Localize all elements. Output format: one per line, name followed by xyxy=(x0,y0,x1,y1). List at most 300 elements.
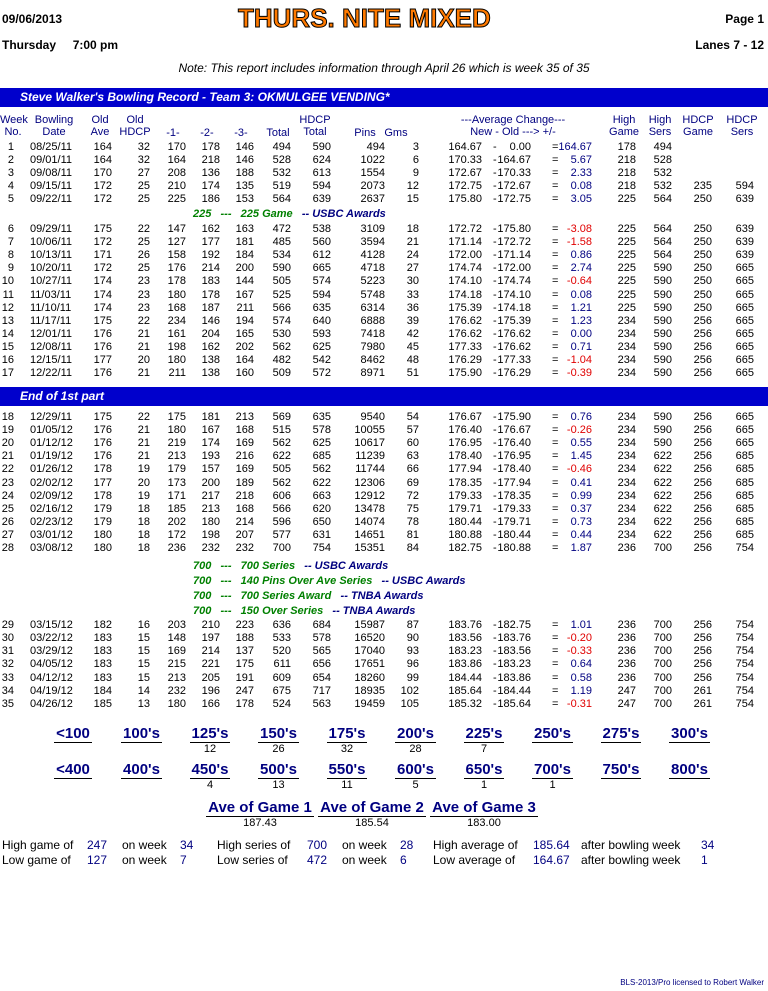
table-cell: 665 xyxy=(735,354,754,366)
table-row xyxy=(0,658,768,671)
table-cell: 176 xyxy=(167,262,186,275)
table-cell: 170 xyxy=(167,141,186,153)
game-count-box xyxy=(451,725,517,755)
table-cell: 19 xyxy=(137,463,150,476)
table-cell: 4718 xyxy=(360,262,385,275)
table-cell: 590 xyxy=(272,262,291,275)
table-cell: 180 xyxy=(201,515,220,528)
table-cell: 2 xyxy=(7,154,14,166)
table-cell: 0.99 xyxy=(570,489,592,502)
table-cell: 168 xyxy=(235,502,254,515)
league-day xyxy=(2,38,118,52)
table-row xyxy=(0,619,768,632)
table-cell: 574 xyxy=(312,275,331,288)
high-game-value: 247 xyxy=(87,838,108,852)
table-row xyxy=(0,367,768,380)
table-cell: 25 xyxy=(137,193,150,205)
table-cell: 175.90 xyxy=(448,367,482,380)
hs-week-label: on week xyxy=(342,838,387,852)
series-count-box-count xyxy=(40,779,106,791)
table-cell: 188 xyxy=(235,167,254,179)
table-cell: 78 xyxy=(406,515,419,528)
col-header-oldave: Old Ave xyxy=(90,114,110,138)
table-cell: 14651 xyxy=(354,528,385,541)
table-cell: 225 xyxy=(617,223,636,235)
table-cell: 164 xyxy=(235,354,254,366)
table-cell: 17651 xyxy=(354,658,385,671)
avg-equals: = xyxy=(552,249,559,262)
table-cell: 180 xyxy=(93,542,112,554)
avg-equals: = xyxy=(552,632,559,645)
table-cell: -1.04 xyxy=(566,354,592,366)
avg-equals: = xyxy=(552,223,559,235)
table-cell: 572 xyxy=(312,367,331,380)
table-cell: 636 xyxy=(272,619,291,631)
table-cell: 0.08 xyxy=(570,180,592,192)
low-series-label: Low series of xyxy=(217,853,288,867)
table-cell: 612 xyxy=(312,249,331,262)
table-cell: 164 xyxy=(167,154,186,166)
table-cell: 176.95 xyxy=(448,437,482,450)
table-cell: 625 xyxy=(312,340,331,353)
table-cell: 153 xyxy=(235,193,254,205)
table-cell: 25 xyxy=(137,236,150,249)
table-cell: 25 xyxy=(137,262,150,275)
table-cell: 214 xyxy=(201,645,220,658)
table-cell: 179.71 xyxy=(497,515,531,528)
table-cell: 654 xyxy=(312,671,331,684)
table-cell: 622 xyxy=(653,502,672,515)
table-cell: 177.33 xyxy=(448,340,482,353)
high-game-label: High game of xyxy=(2,838,74,852)
series-count-box xyxy=(177,761,243,791)
table-cell: 250 xyxy=(693,275,712,288)
table-cell: 250 xyxy=(693,301,712,314)
table-cell: 665 xyxy=(735,411,754,423)
table-cell: 8 xyxy=(7,249,14,262)
avg-dash: - xyxy=(493,411,497,423)
table-cell: 218 xyxy=(201,154,220,166)
game-count-box-count xyxy=(109,743,175,755)
table-cell: 11744 xyxy=(355,463,385,476)
table-cell: 197 xyxy=(201,632,220,645)
table-cell: 665 xyxy=(735,262,754,275)
table-cell: 10 xyxy=(1,275,14,288)
table-cell: 542 xyxy=(312,354,331,366)
table-row xyxy=(0,424,768,437)
table-cell: 256 xyxy=(693,354,712,366)
table-cell: 754 xyxy=(735,697,754,710)
game-count-box xyxy=(657,725,723,755)
table-cell: 214 xyxy=(201,262,220,275)
avg-dash: - xyxy=(493,154,497,166)
table-cell: 176.62 xyxy=(497,327,531,340)
table-cell: 174.10 xyxy=(448,275,482,288)
table-cell: 19 xyxy=(1,424,14,437)
table-cell: 631 xyxy=(312,528,331,541)
table-cell: 210 xyxy=(167,180,186,192)
league-logo: THURS. NITE MIXED xyxy=(238,3,491,33)
avg-equals: = xyxy=(552,645,559,658)
table-row xyxy=(0,411,768,424)
table-cell: 27 xyxy=(1,528,14,541)
game-count-box-count xyxy=(588,743,654,755)
table-cell: 19459 xyxy=(354,697,385,710)
table-cell: 7 xyxy=(7,236,14,249)
table-cell: 562 xyxy=(272,340,291,353)
table-cell: 20 xyxy=(137,476,150,489)
table-cell: 590 xyxy=(653,288,672,301)
table-cell: 169 xyxy=(167,645,186,658)
table-cell: 175.80 xyxy=(448,193,482,205)
avg-equals: = xyxy=(552,697,559,710)
table-cell: 622 xyxy=(653,515,672,528)
table-cell: 256 xyxy=(693,645,712,658)
end-part-label: End of 1st part xyxy=(20,389,105,403)
series-count-box-label: 450's xyxy=(191,761,229,778)
table-cell: 236 xyxy=(617,658,636,671)
table-cell: 530 xyxy=(272,327,291,340)
table-cell: 515 xyxy=(272,424,291,437)
table-cell: 42 xyxy=(406,327,419,340)
table-cell: 472 xyxy=(272,223,291,235)
award-desc: -- USBC Awards xyxy=(292,208,386,220)
avg-dash: - xyxy=(493,450,497,463)
table-cell: 183.56 xyxy=(497,645,531,658)
series-count-box-count: 5 xyxy=(412,779,419,791)
high-average-label: High average of xyxy=(433,838,518,852)
table-cell: 236 xyxy=(617,645,636,658)
table-cell: 138 xyxy=(201,367,220,380)
table-row xyxy=(0,180,768,193)
table-cell: 04/19/12 xyxy=(30,684,73,697)
table-cell: 225 xyxy=(617,249,636,262)
table-cell: 10055 xyxy=(354,424,385,437)
series-count-box xyxy=(451,761,517,791)
table-cell: 10/27/11 xyxy=(30,275,73,288)
table-cell: 87 xyxy=(406,619,419,631)
table-cell: 635 xyxy=(312,411,331,423)
table-cell: 6 xyxy=(412,154,419,166)
table-cell: 183.23 xyxy=(448,645,482,658)
series-count-box xyxy=(314,761,380,791)
avg-equals: = xyxy=(552,167,559,179)
table-cell: 213 xyxy=(201,502,220,515)
table-cell: 225 xyxy=(617,262,636,275)
table-cell: 99 xyxy=(406,671,419,684)
table-cell: 256 xyxy=(693,314,712,327)
col-header-week: Week No. xyxy=(0,114,28,138)
table-cell: 23 xyxy=(1,476,14,489)
table-cell: 256 xyxy=(693,367,712,380)
table-row xyxy=(0,529,768,542)
table-cell: 175 xyxy=(93,223,112,235)
table-cell: 172 xyxy=(93,262,112,275)
table-cell: 04/26/12 xyxy=(30,697,73,710)
table-cell: 21 xyxy=(137,437,150,450)
game-average-label: Ave of Game 2 xyxy=(320,799,424,816)
table-cell: 175 xyxy=(93,411,112,423)
table-cell: 188 xyxy=(235,632,254,645)
table-cell: 174 xyxy=(201,180,220,192)
table-cell: 176.67 xyxy=(448,411,482,423)
avg-equals: = xyxy=(552,411,559,423)
table-cell: 51 xyxy=(406,367,419,380)
table-cell: 1022 xyxy=(360,154,385,166)
table-cell: 198 xyxy=(201,528,220,541)
table-cell: 30 xyxy=(1,632,14,645)
avg-equals: = xyxy=(552,275,559,288)
table-cell: 1.01 xyxy=(570,619,592,631)
table-cell: 18 xyxy=(137,502,150,515)
table-cell: 34 xyxy=(1,684,14,697)
game-count-box-count: 7 xyxy=(480,743,488,755)
table-cell: 635 xyxy=(312,301,331,314)
avg-equals: = xyxy=(552,528,559,541)
table-cell: 225 xyxy=(617,288,636,301)
table-cell: 23 xyxy=(137,275,150,288)
table-cell: 20 xyxy=(137,354,150,366)
table-row xyxy=(0,341,768,354)
table-cell: -0.64 xyxy=(566,275,592,288)
avg-dash: - xyxy=(493,301,497,314)
table-cell: 180.88 xyxy=(497,542,531,554)
series-count-box xyxy=(657,761,723,791)
table-cell: 57 xyxy=(406,424,419,437)
table-cell: 127 xyxy=(167,236,186,249)
page-number: Page 1 xyxy=(725,12,764,26)
table-cell: 590 xyxy=(653,424,672,437)
table-cell: 234 xyxy=(617,476,636,489)
table-cell: 18 xyxy=(406,223,419,235)
table-cell: 700 xyxy=(653,697,672,710)
la-after-label: after bowling week xyxy=(581,853,681,867)
table-cell: 700 xyxy=(653,619,672,631)
table-cell: 261 xyxy=(693,697,712,710)
table-cell: 7418 xyxy=(360,327,385,340)
table-cell: 12912 xyxy=(354,489,385,502)
ls-week-value: 6 xyxy=(400,853,407,867)
table-cell: 24 xyxy=(1,489,14,502)
table-cell: 21 xyxy=(137,340,150,353)
table-cell: 26 xyxy=(137,249,150,262)
table-cell: 247 xyxy=(617,697,636,710)
series-count-box-count: 13 xyxy=(272,779,285,791)
table-cell: 175.39 xyxy=(497,314,531,327)
table-cell: 15987 xyxy=(354,619,385,631)
table-cell: 174.74 xyxy=(497,275,531,288)
table-cell: 9540 xyxy=(360,411,385,423)
avg-dash: - xyxy=(493,645,497,658)
high-average-stat xyxy=(433,838,715,852)
table-cell: 160 xyxy=(235,367,254,380)
table-cell: 12/22/11 xyxy=(30,367,73,380)
table-cell: 146 xyxy=(235,154,254,166)
table-cell: 26 xyxy=(1,515,14,528)
table-cell: 01/26/12 xyxy=(30,463,73,476)
table-cell: 225 xyxy=(617,193,636,205)
avg-equals: = xyxy=(552,437,559,450)
table-cell: 15 xyxy=(137,632,150,645)
table-cell: 754 xyxy=(735,645,754,658)
table-cell: 625 xyxy=(312,437,331,450)
table-cell: 577 xyxy=(272,528,291,541)
table-cell: 192 xyxy=(201,249,220,262)
table-cell: 665 xyxy=(735,288,754,301)
table-cell: 532 xyxy=(272,167,291,179)
table-cell: 5748 xyxy=(360,288,385,301)
table-cell: 178 xyxy=(167,275,186,288)
series-count-box xyxy=(246,761,312,791)
table-cell: 204 xyxy=(201,327,220,340)
table-cell: 19 xyxy=(137,489,150,502)
table-cell: 0.73 xyxy=(570,515,592,528)
table-cell: 15 xyxy=(137,671,150,684)
table-cell: 09/08/11 xyxy=(30,167,73,179)
table-cell: 172.67 xyxy=(497,180,531,192)
table-cell: 4128 xyxy=(360,249,385,262)
avg-dash: - xyxy=(493,671,497,684)
table-cell: 21 xyxy=(137,367,150,380)
table-cell: 684 xyxy=(312,619,331,631)
game-count-box-label: 200's xyxy=(397,725,434,742)
table-cell: 485 xyxy=(272,236,291,249)
table-cell: 172 xyxy=(93,180,112,192)
table-cell: 146 xyxy=(235,141,254,153)
table-cell: 590 xyxy=(653,275,672,288)
la-week-value: 1 xyxy=(701,853,708,867)
table-cell: 164 xyxy=(93,154,112,166)
table-cell: 1.23 xyxy=(570,314,592,327)
table-cell: 135 xyxy=(235,180,254,192)
table-cell: 183.76 xyxy=(448,619,482,631)
table-cell: 3109 xyxy=(360,223,385,235)
table-cell: 532 xyxy=(653,180,672,192)
day-text: Thursday xyxy=(2,38,57,52)
table-cell: 178.40 xyxy=(448,450,482,463)
table-row xyxy=(0,463,768,476)
table-cell: 15 xyxy=(406,193,419,205)
table-cell: 590 xyxy=(653,314,672,327)
table-cell: 562 xyxy=(272,476,291,489)
table-cell: 175 xyxy=(235,658,254,671)
table-row xyxy=(0,141,768,154)
table-cell: 22 xyxy=(137,223,150,235)
high-game-stat xyxy=(2,838,194,852)
table-cell: 2.33 xyxy=(570,167,592,179)
avg-equals: = xyxy=(552,236,559,249)
low-average-label: Low average of xyxy=(433,853,516,867)
table-cell: 9 xyxy=(7,262,14,275)
table-cell: 177 xyxy=(93,476,112,489)
table-cell: 256 xyxy=(693,671,712,684)
table-row xyxy=(0,328,768,341)
table-cell: 596 xyxy=(272,515,291,528)
high-series-label: High series of xyxy=(217,838,291,852)
table-cell: 590 xyxy=(653,367,672,380)
table-cell: 213 xyxy=(235,411,254,423)
table-row xyxy=(0,632,768,645)
avg-dash: - xyxy=(493,141,497,153)
table-cell: 754 xyxy=(312,542,331,554)
end-part-bar xyxy=(0,387,768,406)
table-cell: 148 xyxy=(167,632,186,645)
table-row xyxy=(0,249,768,262)
table-cell: 564 xyxy=(653,223,672,235)
table-cell: 754 xyxy=(735,658,754,671)
table-cell: 176.29 xyxy=(448,354,482,366)
table-cell: 02/02/12 xyxy=(30,476,73,489)
low-game-stat xyxy=(2,853,187,867)
table-cell: 482 xyxy=(272,354,291,366)
table-cell: 578 xyxy=(312,424,331,437)
table-cell: 0.55 xyxy=(570,437,592,450)
series-count-box xyxy=(40,761,106,791)
award-score: 225 --- 225 Game xyxy=(193,208,293,220)
table-cell: 663 xyxy=(312,489,331,502)
table-cell: -0.33 xyxy=(566,645,592,658)
avg-dash: - xyxy=(493,340,497,353)
low-average-value: 164.67 xyxy=(533,853,570,867)
table-cell: 665 xyxy=(735,327,754,340)
col-header-oldhdcp: Old HDCP xyxy=(119,114,151,138)
table-row xyxy=(0,302,768,315)
avg-equals: = xyxy=(552,463,559,476)
col-header-avgchange: ---Average Change--- New - Old ---> +/- xyxy=(460,114,566,138)
table-cell: 613 xyxy=(312,167,331,179)
series-count-box xyxy=(588,761,654,791)
table-cell: 32 xyxy=(1,658,14,671)
table-cell: 700 xyxy=(653,671,672,684)
table-cell: 218 xyxy=(617,180,636,192)
table-cell: 8971 xyxy=(360,367,385,380)
table-cell: 250 xyxy=(693,223,712,235)
table-cell: 183.76 xyxy=(497,632,531,645)
table-cell: 184.44 xyxy=(497,684,531,697)
table-cell: 183 xyxy=(93,671,112,684)
table-cell: 32 xyxy=(137,154,150,166)
table-cell: 01/05/12 xyxy=(30,424,73,437)
game-count-box xyxy=(40,725,106,755)
table-cell: 218 xyxy=(235,489,254,502)
table-cell: 261 xyxy=(693,684,712,697)
avg-equals: = xyxy=(552,301,559,314)
avg-equals: = xyxy=(552,193,559,205)
table-cell: 256 xyxy=(693,515,712,528)
avg-equals: = xyxy=(552,288,559,301)
table-cell: 03/29/12 xyxy=(30,645,73,658)
award-score: 700 --- 150 Over Series xyxy=(193,605,324,617)
table-cell: 256 xyxy=(693,424,712,437)
table-cell: 23 xyxy=(137,288,150,301)
table-cell: 606 xyxy=(272,489,291,502)
table-row xyxy=(0,354,768,367)
game-count-box-count: 28 xyxy=(409,743,422,755)
table-cell: 622 xyxy=(653,476,672,489)
table-cell: 183 xyxy=(93,658,112,671)
table-cell: 685 xyxy=(735,476,754,489)
table-cell: 10/06/11 xyxy=(30,236,73,249)
col-header-highsers: High Sers xyxy=(648,114,672,138)
table-cell: 232 xyxy=(201,542,220,554)
table-cell: 177 xyxy=(201,236,220,249)
game-count-box xyxy=(588,725,654,755)
table-cell: 640 xyxy=(312,314,331,327)
award-line xyxy=(193,605,415,617)
avg-dash: - xyxy=(493,180,497,192)
table-cell: 185 xyxy=(93,697,112,710)
avg-equals: = xyxy=(552,450,559,463)
